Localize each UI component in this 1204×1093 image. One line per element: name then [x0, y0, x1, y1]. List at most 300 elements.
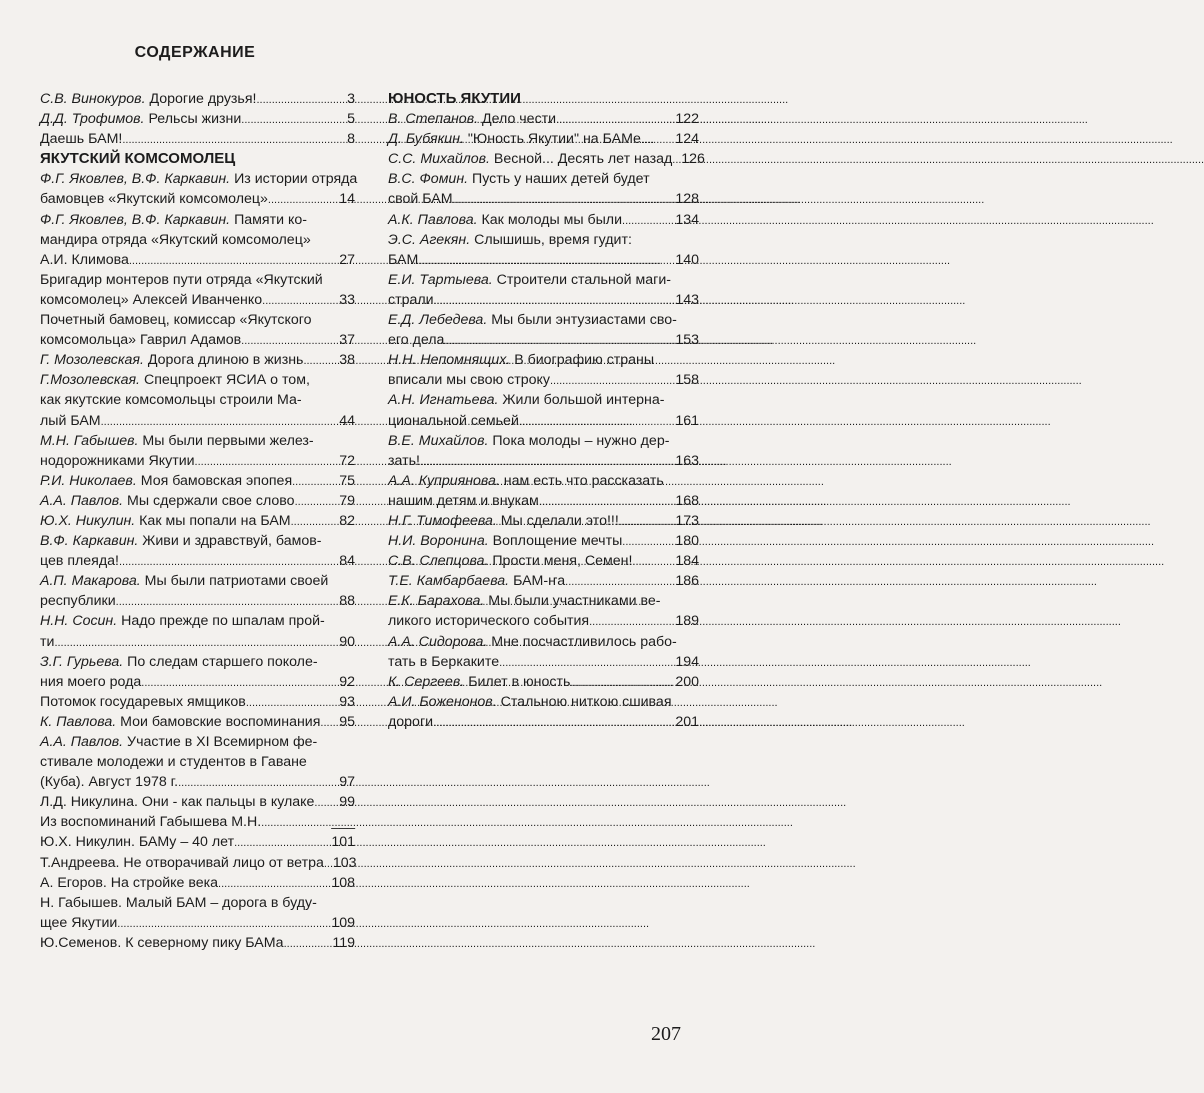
toc-entry-author: К. Сергеев.	[388, 673, 465, 690]
toc-entry-title: тать в Беркаките	[388, 653, 500, 670]
toc-entry-text	[388, 352, 654, 368]
dot-leader	[314, 792, 338, 813]
toc-entry[interactable]	[388, 471, 699, 511]
toc-right-column	[388, 89, 705, 732]
toc-entry-text	[388, 652, 499, 672]
toc-entry-last-line	[40, 591, 355, 611]
toc-entry-author: Ю.Х. Никулин.	[40, 512, 136, 529]
toc-entry-text	[40, 692, 246, 712]
toc-entry-title: Мы сделали это!!!	[496, 512, 619, 529]
toc-entry-line	[40, 752, 355, 772]
toc-entry-line	[40, 431, 355, 451]
toc-entry-author: А.К. Павлова.	[388, 211, 478, 228]
toc-entry[interactable]	[40, 471, 355, 491]
toc-entry-line	[388, 591, 699, 611]
toc-entry-title: Как мы попали на БАМ	[135, 512, 291, 529]
toc-entry-title: Мы сдержали свое слово	[123, 492, 295, 509]
toc-entry-last-line	[40, 350, 355, 370]
toc-entry[interactable]	[40, 370, 355, 430]
toc-entry-page: 93	[339, 693, 355, 710]
toc-entry-last-line	[40, 873, 355, 893]
toc-entry-title: А. Егоров. На стройке века	[40, 874, 219, 891]
toc-entry-title: В биографию страны	[510, 352, 655, 369]
toc-entry-page: 33	[339, 291, 355, 308]
toc-entry-text	[388, 712, 433, 732]
toc-entry-page: 134	[675, 211, 699, 228]
toc-entry-text	[388, 129, 641, 149]
toc-entry-page: 184	[675, 553, 699, 570]
toc-entry[interactable]	[388, 230, 699, 270]
toc-left-column	[40, 89, 358, 953]
toc-entry-page: 122	[675, 111, 699, 128]
dot-leader	[101, 411, 339, 432]
toc-entry-text	[40, 511, 291, 531]
toc-entry-text	[40, 654, 318, 670]
toc-entry[interactable]	[388, 672, 699, 692]
toc-entry-text	[388, 511, 619, 531]
toc-entry[interactable]	[40, 571, 355, 611]
toc-entry-page: 128	[675, 191, 699, 208]
toc-entry-line	[40, 230, 355, 250]
toc-entry-author: А.И. Боженонов.	[388, 693, 497, 710]
toc-intro-list	[40, 89, 355, 149]
toc-entry[interactable]	[388, 270, 699, 310]
toc-entry-last-line	[388, 411, 699, 431]
toc-entry-title: нашим детям и внукам	[388, 492, 539, 509]
toc-entry-line	[388, 431, 699, 451]
toc-entry-line	[388, 390, 699, 410]
toc-entry-text	[388, 634, 677, 650]
toc-entry-last-line	[388, 672, 699, 692]
toc-entry[interactable]	[40, 511, 355, 531]
toc-entry-text	[388, 290, 434, 310]
toc-entry-author: А.П. Макарова.	[40, 573, 141, 590]
toc-entry-text	[388, 611, 589, 631]
toc-entry[interactable]	[40, 792, 355, 812]
toc-entry-title: Мои бамовские воспоминания	[116, 713, 321, 730]
toc-entry-author: З.Г. Гурьева.	[40, 653, 124, 670]
dot-leader	[256, 89, 346, 110]
dot-leader	[261, 812, 330, 833]
toc-entry-line	[40, 531, 355, 551]
toc-entry-text	[388, 451, 420, 471]
toc-entry-line	[388, 632, 699, 652]
toc-entry-line	[40, 210, 355, 230]
dot-leader	[241, 109, 346, 130]
toc-entry-page: 38	[339, 352, 355, 369]
toc-entry-page: 200	[675, 673, 699, 690]
toc-entry-page: 88	[339, 593, 355, 610]
toc-entry-text	[40, 290, 262, 310]
toc-entry-title: Бригадир монтеров пути отряда «Якутский	[40, 271, 323, 288]
toc-entry-title: Потомок государевых ямщиков	[40, 693, 246, 710]
toc-entry-title: А.И. Климова	[40, 251, 129, 268]
toc-entry-author: В.Ф. Каркавин.	[40, 533, 139, 550]
toc-entry[interactable]	[40, 712, 355, 732]
dot-leader	[246, 692, 338, 713]
toc-entry-last-line	[40, 772, 355, 792]
dot-leader	[303, 350, 338, 371]
toc-entry-text	[388, 312, 677, 328]
toc-entry[interactable]	[40, 210, 355, 270]
toc-entry[interactable]	[388, 551, 699, 571]
toc-entry-text	[40, 734, 317, 750]
toc-entry-text	[40, 792, 314, 812]
section-title-yakut-komsomolets: ЯКУТСКИЙ КОМСОМОЛЕЦ	[40, 150, 236, 168]
toc-entry-page: 84	[339, 553, 355, 570]
toc-entry-title: Пока молоды – нужно дер-	[488, 432, 670, 449]
dot-leader	[519, 411, 674, 432]
toc-entry[interactable]	[40, 129, 355, 149]
toc-entry-title: Стальною ниткою сшивая	[496, 693, 672, 710]
dot-leader	[284, 933, 332, 954]
toc-entry-text	[40, 212, 307, 228]
toc-entry-title: ния моего рода	[40, 673, 142, 690]
toc-entry[interactable]	[388, 350, 699, 390]
dot-leader	[433, 712, 674, 733]
toc-entry[interactable]	[40, 873, 355, 893]
toc-entry-line	[40, 370, 355, 390]
toc-entry[interactable]	[388, 129, 699, 149]
toc-entry-page: 158	[675, 372, 699, 389]
toc-entry-text	[40, 171, 357, 187]
toc-entry-text	[40, 613, 325, 629]
toc-entry-text	[40, 812, 261, 832]
toc-entry-author: К. Павлова.	[40, 713, 117, 730]
toc-entry-author: М.Н. Габышев.	[40, 432, 139, 449]
toc-entry-title: Дорогие друзья!	[145, 91, 257, 107]
toc-entry-title: мандира отряда «Якутский комсомолец»	[40, 231, 311, 248]
toc-entry[interactable]	[40, 310, 355, 350]
dot-leader	[565, 571, 674, 592]
toc-entry-author: В.Е. Михайлов.	[388, 432, 489, 449]
toc-entry-page: 140	[675, 251, 699, 268]
toc-entry-title: Пусть у наших детей будет	[468, 171, 650, 188]
dot-leader	[295, 491, 339, 512]
dot-leader	[556, 109, 674, 130]
toc-entry[interactable]	[388, 431, 699, 471]
toc-entry[interactable]	[40, 109, 355, 129]
toc-entry-last-line	[388, 712, 699, 732]
toc-entry-text	[40, 433, 314, 449]
toc-entry-line	[40, 732, 355, 752]
dot-leader	[550, 370, 674, 391]
toc-entry-text	[388, 491, 539, 511]
toc-entry-text	[388, 433, 669, 449]
toc-entry-author: Е.Д. Лебедева.	[388, 312, 488, 329]
toc-entry[interactable]	[40, 933, 355, 953]
toc-entry-last-line	[388, 109, 699, 129]
toc-entry[interactable]	[40, 611, 355, 651]
toc-entry-last-line	[40, 692, 355, 712]
toc-entry-last-line	[40, 451, 355, 471]
toc-entry[interactable]	[388, 109, 699, 129]
toc-entry-text	[40, 551, 119, 571]
toc-entry-last-line	[388, 149, 705, 169]
toc-entry-text	[40, 913, 117, 933]
toc-entry[interactable]	[388, 632, 699, 672]
toc-entry-page: ___	[331, 814, 355, 831]
toc-entry-text	[40, 372, 310, 388]
toc-entry[interactable]	[40, 732, 355, 792]
toc-entry[interactable]	[388, 511, 699, 531]
toc-entry-last-line	[388, 210, 699, 230]
toc-entry-last-line	[40, 511, 355, 531]
toc-entry-title: свой БАМ	[388, 191, 453, 208]
toc-entry-text	[40, 895, 317, 911]
toc-entry-text	[388, 694, 672, 710]
toc-entry-text	[40, 533, 322, 549]
toc-entry-page: 168	[675, 492, 699, 509]
page-title: СОДЕРЖАНИЕ	[134, 44, 256, 61]
toc-entry[interactable]	[388, 692, 699, 732]
toc-entry-title: дороги	[388, 713, 434, 730]
toc-entry-last-line	[40, 933, 355, 953]
toc-entry[interactable]	[388, 531, 699, 551]
toc-entry-author: Н.Н. Сосин.	[40, 613, 118, 630]
toc-entry-title: вписали мы свою строку	[388, 372, 550, 389]
toc-entry-text	[40, 109, 241, 129]
toc-entry-title: Моя бамовская эпопея	[136, 472, 293, 489]
toc-entry-text	[388, 149, 672, 169]
toc-entry-line	[388, 169, 699, 189]
toc-entry[interactable]	[40, 893, 355, 933]
dot-leader	[117, 913, 330, 934]
dot-leader	[218, 873, 330, 894]
toc-entry-author: С.С. Михайлов.	[388, 151, 490, 168]
toc-entry-text	[40, 232, 311, 248]
toc-entry-text	[40, 491, 295, 511]
toc-entry-title: ликого исторического события	[388, 613, 590, 630]
toc-entry-page: 103	[332, 854, 357, 871]
toc-entry-author: Э.С. Агекян.	[388, 231, 471, 248]
toc-entry-last-line	[388, 571, 699, 591]
toc-entry-text	[40, 632, 54, 652]
toc-entry[interactable]	[388, 571, 699, 591]
toc-entry-title: республики	[40, 593, 116, 610]
toc-entry-title: Воплощение мечты	[488, 533, 623, 550]
toc-entry-author: Т.Е. Камбарбаева.	[388, 573, 510, 590]
toc-entry-last-line	[388, 652, 699, 672]
toc-entry-title: По следам старшего поколе-	[123, 653, 318, 670]
toc-entry-page: 92	[339, 673, 355, 690]
toc-entry-text	[40, 573, 328, 589]
page-number: 207	[651, 1023, 681, 1045]
dot-leader	[324, 853, 332, 874]
toc-entry-last-line	[40, 89, 355, 109]
toc-entry[interactable]	[40, 270, 355, 310]
toc-entry-page: 101	[331, 834, 355, 851]
toc-entry-last-line	[40, 853, 355, 873]
toc-entry-page: 14	[339, 191, 355, 208]
toc-entry-title: Слышишь, время гудит:	[470, 231, 632, 248]
toc-entry-text	[388, 370, 550, 390]
toc-entry-title: Дорога длиною в жизнь	[143, 352, 304, 369]
toc-entry[interactable]	[40, 169, 358, 209]
toc-entry-last-line	[40, 712, 355, 732]
dot-leader	[418, 250, 674, 271]
toc-entry-author: Е.К. Барахова.	[388, 593, 485, 610]
toc-entry-author: Н.И. Воронина.	[388, 533, 489, 550]
toc-entry-title: Памяти ко-	[230, 211, 307, 228]
toc-entry-page: 124	[675, 131, 699, 148]
dot-leader	[195, 451, 339, 472]
toc-entry-text	[40, 933, 284, 953]
toc-entry-page: 27	[339, 251, 355, 268]
toc-entry-text	[388, 593, 660, 609]
toc-entry-page: 186	[675, 573, 699, 590]
toc-entry-line	[40, 571, 355, 591]
toc-entry-text	[388, 272, 671, 288]
toc-entry-title: Участие в XI Всемирном фе-	[123, 734, 318, 750]
toc-entry-page: 161	[675, 412, 699, 429]
toc-entry[interactable]	[40, 350, 355, 370]
toc-entry-title: Надо прежде по шпалам прой-	[117, 613, 325, 630]
toc-entry-last-line	[388, 370, 699, 390]
toc-entry-text	[388, 672, 570, 692]
dot-leader	[420, 451, 674, 472]
toc-entry[interactable]	[40, 89, 355, 109]
dot-leader	[320, 712, 338, 733]
dot-leader	[241, 330, 338, 351]
toc-entry-title: Живи и здравствуй, бамов-	[138, 533, 322, 550]
toc-entry[interactable]	[40, 853, 355, 873]
toc-list-yunost-yakutii	[388, 109, 705, 732]
toc-entry-last-line	[40, 632, 355, 652]
toc-entry-text	[40, 350, 303, 370]
toc-entry-title: страли	[388, 291, 434, 308]
toc-entry-last-line	[40, 832, 355, 852]
toc-entry-last-line	[40, 330, 355, 350]
toc-entry-title: Т.Андреева. Не отворачивай лицо от ветра	[40, 854, 324, 871]
toc-entry-last-line	[40, 411, 355, 431]
toc-entry[interactable]	[388, 169, 699, 209]
toc-entry-last-line	[388, 531, 699, 551]
toc-entry-line	[388, 270, 699, 290]
toc-entry-text	[40, 129, 122, 149]
toc-entry-author: В. Степанов.	[388, 111, 479, 128]
toc-entry-page: 173	[675, 512, 699, 529]
toc-entry-page: 95	[339, 713, 355, 730]
toc-entry-title: Рельсы жизни	[144, 111, 242, 128]
toc-entry-last-line	[388, 491, 699, 511]
toc-entry[interactable]	[388, 210, 699, 230]
section-title-yunost-yakutii: ЮНОСТЬ ЯКУТИИ	[388, 90, 521, 107]
toc-entry-title: ти	[40, 633, 55, 650]
toc-entry-page: 79	[339, 492, 355, 509]
toc-entry[interactable]	[388, 310, 699, 350]
toc-entry-text	[388, 232, 632, 248]
dot-leader	[291, 511, 339, 532]
toc-entry-author: Г. Мозолевская.	[40, 352, 144, 369]
toc-entry[interactable]	[40, 431, 355, 471]
toc-entry-text	[40, 312, 311, 328]
toc-entry-line	[388, 350, 699, 370]
toc-entry-last-line	[388, 551, 699, 571]
toc-entry-author: В.С. Фомин.	[388, 171, 469, 188]
toc-entry-title: его дела	[388, 332, 445, 349]
toc-entry-title: как якутские комсомольцы строили Ма-	[40, 392, 302, 409]
toc-entry-page: 5	[347, 111, 355, 128]
toc-entry-page: 143	[675, 291, 699, 308]
toc-entry-text	[40, 471, 292, 491]
toc-entry-page: 8	[347, 131, 355, 148]
toc-entry-line	[40, 390, 355, 410]
toc-entry[interactable]	[388, 149, 705, 169]
toc-entry-line	[388, 692, 699, 712]
dot-leader	[622, 531, 674, 552]
toc-entry-title: щее Якутии	[40, 914, 118, 931]
toc-entry-last-line	[40, 792, 355, 812]
dot-leader	[672, 149, 680, 170]
toc-entry-title: Н. Габышев. Малый БАМ – дорога в буду-	[40, 894, 317, 911]
toc-entry-title: Весной... Десять лет назад	[489, 151, 673, 168]
toc-entry-line	[40, 611, 355, 631]
toc-entry-text	[40, 873, 218, 893]
toc-entry-author: Ф.Г. Яковлев, В.Ф. Каркавин.	[40, 171, 231, 188]
toc-entry[interactable]	[40, 692, 355, 712]
toc-entry-author: Н.Г. Тимофеева.	[388, 512, 497, 529]
dot-leader	[444, 330, 674, 351]
toc-entry-line	[40, 310, 355, 330]
toc-entry-last-line	[388, 290, 699, 310]
dot-leader	[119, 551, 338, 572]
toc-entry-last-line	[40, 672, 355, 692]
dot-leader	[589, 611, 674, 632]
toc-entry-text	[40, 853, 324, 873]
toc-entry-line	[40, 270, 355, 290]
toc-entry-page: 163	[675, 452, 699, 469]
toc-entry-title: Прости меня, Семен!	[488, 553, 633, 570]
toc-entry-page: 189	[675, 613, 699, 630]
toc-entry-title: комсомольца» Гаврил Адамов	[40, 332, 242, 349]
toc-entry-title: стивале молодежи и студентов в Гаване	[40, 754, 307, 771]
toc-entry-page: 119	[332, 934, 355, 951]
dot-leader	[122, 129, 346, 150]
toc-entry-title: Из воспоминаний Габышева М.Н.	[40, 814, 262, 831]
toc-entry-text	[388, 330, 444, 350]
toc-entry[interactable]	[40, 491, 355, 511]
toc-entry-title: бамовцев «Якутский комсомолец»	[40, 191, 268, 208]
toc-entry-text	[40, 712, 320, 732]
toc-entry-title: зать!	[388, 452, 420, 469]
dot-leader	[234, 832, 330, 853]
toc-entry-text	[388, 551, 632, 571]
dot-leader	[539, 491, 675, 512]
toc-entry-last-line	[40, 250, 355, 270]
toc-entry[interactable]	[40, 531, 355, 571]
toc-entry-last-line	[388, 451, 699, 471]
toc-entry-title: Даешь БАМ!	[40, 131, 123, 148]
toc-entry-title: комсомолец» Алексей Иванченко	[40, 291, 263, 308]
toc-entry[interactable]	[388, 390, 699, 430]
toc-entry[interactable]	[40, 812, 355, 832]
dot-leader	[116, 591, 339, 612]
toc-entry-author: А.А. Сидорова.	[388, 633, 488, 650]
toc-entry-text	[40, 672, 141, 692]
toc-entry-author: Н.Н. Непомнящих.	[388, 352, 511, 369]
dot-leader	[129, 250, 338, 271]
toc-entry-author: С.В. Слепцова.	[388, 553, 489, 570]
toc-entry-last-line	[40, 189, 355, 209]
toc-entry[interactable]	[40, 832, 355, 852]
toc-entry-line	[40, 652, 355, 672]
toc-entry-author: Г.Мозолевская.	[40, 372, 140, 389]
toc-entry-text	[40, 272, 323, 288]
toc-entry[interactable]	[388, 591, 699, 631]
toc-entry-text	[40, 392, 302, 408]
toc-entry[interactable]	[40, 652, 355, 692]
